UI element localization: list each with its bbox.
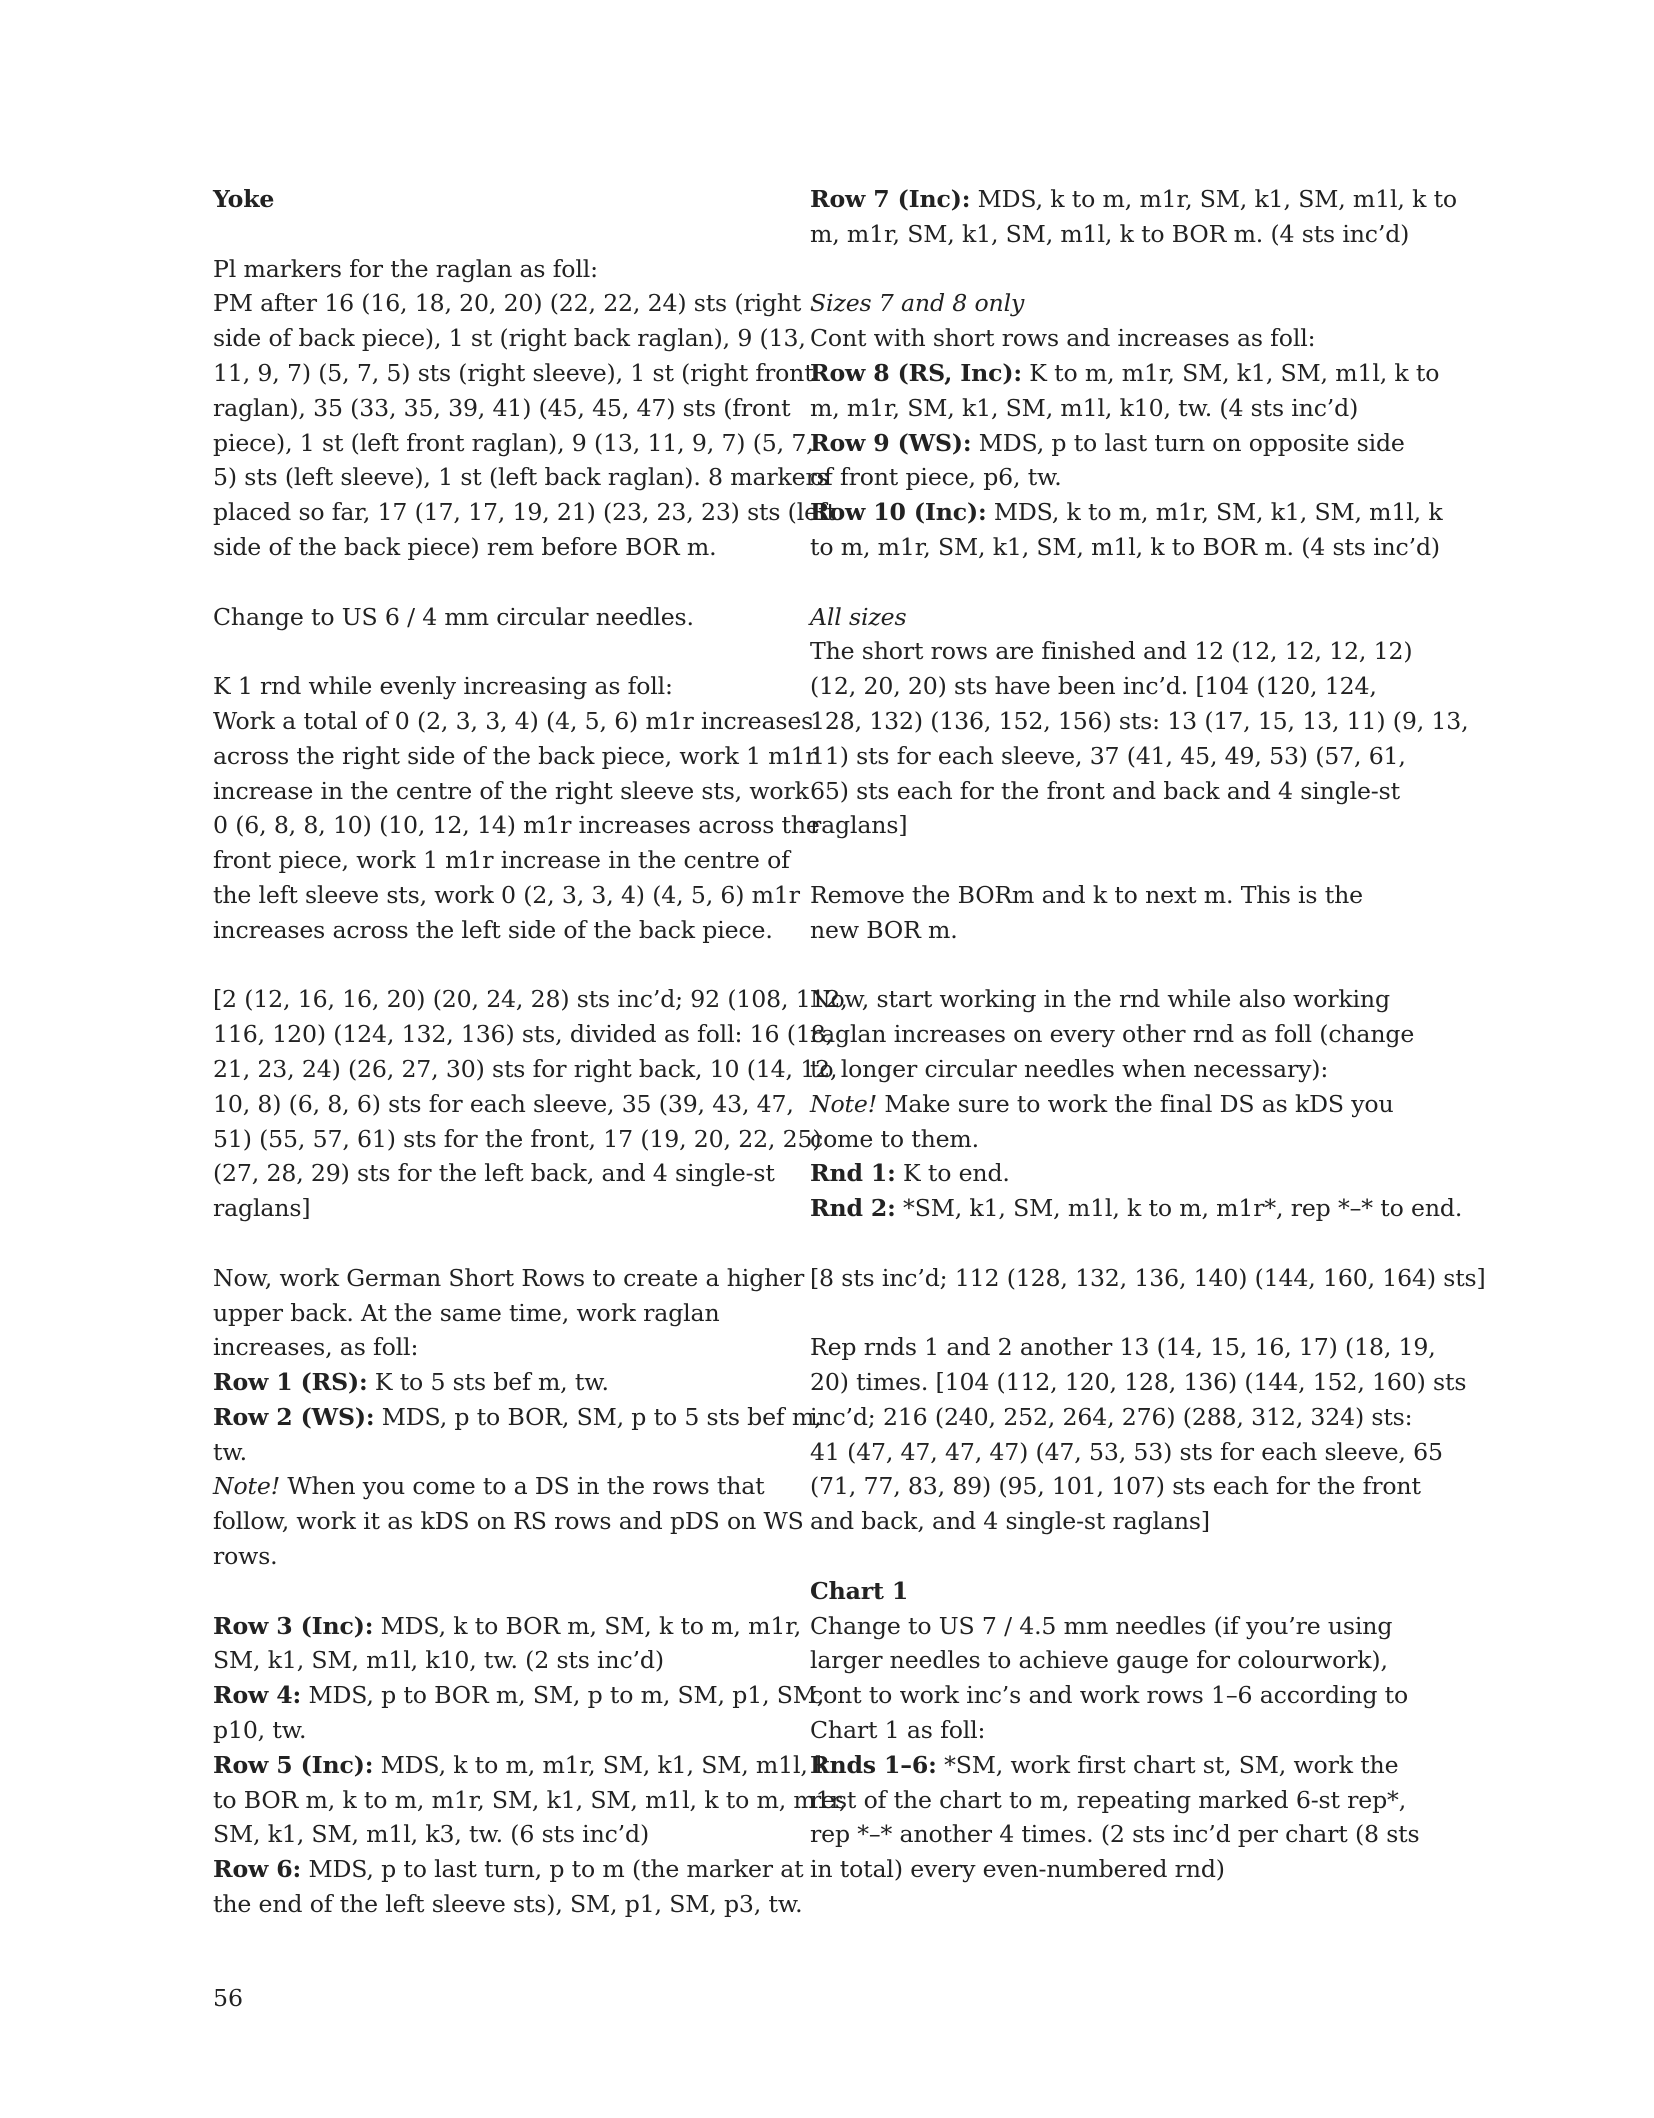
text-line: to BOR m, k to m, m1r, SM, k1, SM, m1l, k to m, m1r, — [213, 1785, 847, 1814]
text-line: raglan increases on every other rnd as foll (change — [810, 1020, 1415, 1049]
row-label: Rnds 1–6: — [810, 1750, 937, 1779]
text-line: new BOR m. — [810, 915, 958, 944]
row-7-instruction — [810, 182, 1457, 217]
text-line: follow, work it as kDS on RS rows and pDS on WS — [213, 1507, 804, 1536]
text-line: upper back. At the same time, work raglan — [213, 1298, 720, 1327]
all-sizes-paragraph — [810, 600, 1469, 844]
row-label: Row 9 (WS): — [810, 428, 972, 457]
row-text: MDS, k to m, m1r, SM, k1, SM, m1l, k to — [970, 185, 1457, 213]
text-line: placed so far, 17 (17, 17, 19, 21) (23, 23, 23) sts (left — [213, 498, 836, 527]
subheading: Sizes 7 and 8 only — [810, 289, 1025, 318]
text-line: rest of the chart to m, repeating marked 6-st rep*, — [810, 1785, 1407, 1814]
text-line: m, m1r, SM, k1, SM, m1l, k10, tw. (4 sts inc’d) — [810, 393, 1359, 422]
increase-round-paragraph — [213, 669, 820, 947]
text-line: Now, work German Short Rows to create a higher — [213, 1263, 805, 1292]
row-label: Row 4: — [213, 1681, 302, 1710]
row-text: MDS, k to BOR m, SM, k to m, m1r, — [373, 1611, 802, 1640]
note-label: Note! — [213, 1472, 281, 1501]
text-line: 41 (47, 47, 47, 47) (47, 53, 53) sts for each sleeve, 65 — [810, 1437, 1443, 1466]
row-5-instruction — [213, 1748, 830, 1783]
row-text: MDS, p to BOR, SM, p to 5 sts bef m, — [374, 1402, 822, 1431]
row-text: MDS, p to BOR m, SM, p to m, SM, p1, SM, — [301, 1681, 825, 1710]
text-line: side of the back piece) rem before BOR m. — [213, 532, 717, 561]
text-line: 0 (6, 8, 8, 10) (10, 12, 14) m1r increases across the — [213, 811, 820, 840]
row-8-instruction — [810, 356, 1440, 391]
text-line: [8 sts inc’d; 112 (128, 132, 136, 140) (144, 160, 164) sts] — [810, 1263, 1486, 1292]
note-line — [213, 1469, 765, 1504]
text-line: Chart 1 as foll: — [810, 1716, 986, 1745]
row-label: Row 8 (RS, Inc): — [810, 358, 1022, 387]
row-4-instruction — [213, 1678, 825, 1713]
right-column — [810, 182, 1486, 1887]
row-text: K to end. — [895, 1159, 1010, 1188]
row-label: Row 10 (Inc): — [810, 498, 987, 527]
rows-3-6-paragraph — [213, 1609, 847, 1922]
text-line: Rep rnds 1 and 2 another 13 (14, 15, 16, 17) (18, 19, — [810, 1333, 1436, 1362]
note-text: Make sure to work the final DS as kDS you — [877, 1089, 1394, 1118]
page-number: 56 — [213, 1984, 244, 2012]
text-line: [2 (12, 16, 16, 20) (20, 24, 28) sts inc’d; 92 (108, 112, — [213, 985, 848, 1014]
sizes-7-8-paragraph — [810, 286, 1443, 564]
text-line: rows. — [213, 1542, 278, 1571]
text-line: in total) every even-numbered rnd) — [810, 1855, 1225, 1884]
left-column — [213, 182, 848, 1922]
text-line: rep *–* another 4 times. (2 sts inc’d per chart (8 sts — [810, 1820, 1420, 1849]
text-line: cont to work inc’s and work rows 1–6 according to — [810, 1681, 1409, 1710]
note-line — [810, 1087, 1394, 1122]
text-line: raglans] — [810, 811, 908, 840]
text-line: Remove the BORm and k to next m. This is the — [810, 880, 1363, 909]
row-label: Row 1 (RS): — [213, 1368, 368, 1397]
row-text: MDS, k to m, m1r, SM, k1, SM, m1l, k — [986, 498, 1443, 527]
row-label: Row 6: — [213, 1855, 302, 1884]
row-text: MDS, p to last turn, p to m (the marker at — [301, 1855, 804, 1884]
row-label: Row 7 (Inc): — [810, 185, 971, 213]
text-line: larger needles to achieve gauge for colourwork), — [810, 1646, 1388, 1675]
text-line: p10, tw. — [213, 1716, 307, 1745]
subheading: Chart 1 — [810, 1576, 909, 1605]
text-line: to m, m1r, SM, k1, SM, m1l, k to BOR m. (4 sts inc’d) — [810, 532, 1440, 561]
text-line: Work a total of 0 (2, 3, 3, 4) (4, 5, 6) m1r increases — [213, 706, 814, 735]
row-9-instruction — [810, 426, 1405, 461]
in-the-round-paragraph — [810, 982, 1463, 1226]
text-line: and back, and 4 single-st raglans] — [810, 1507, 1210, 1536]
text-line: Change to US 6 / 4 mm circular needles. — [213, 602, 694, 631]
row-text: MDS, k to m, m1r, SM, k1, SM, m1l, k — [373, 1750, 830, 1779]
text-line: The short rows are finished and 12 (12, 12, 12, 12) — [810, 637, 1413, 666]
row-text: K to m, m1r, SM, k1, SM, m1l, k to — [1021, 358, 1440, 387]
text-line: side of back piece), 1 st (right back raglan), 9 (13, — [213, 324, 806, 353]
text-line: 5) sts (left sleeve), 1 st (left back raglan). 8 markers — [213, 463, 829, 492]
note-text: When you come to a DS in the rows that — [280, 1472, 765, 1501]
text-line: increases across the left side of the back piece. — [213, 915, 773, 944]
text-line: come to them. — [810, 1124, 980, 1153]
row-label: Row 3 (Inc): — [213, 1611, 374, 1640]
rnds-1-6-instruction — [810, 1748, 1399, 1783]
text-line: front piece, work 1 m1r increase in the centre of — [213, 846, 790, 875]
text-line: 65) sts each for the front and back and 4 single-st — [810, 776, 1400, 805]
repeat-paragraph — [810, 1330, 1467, 1539]
yoke-heading-block — [213, 182, 753, 217]
row-text: *SM, work first chart st, SM, work the — [936, 1750, 1399, 1779]
text-line: (71, 77, 83, 89) (95, 101, 107) sts each for the front — [810, 1472, 1421, 1501]
row-text: *SM, k1, SM, m1l, k to m, m1r*, rep *–* to end. — [895, 1194, 1463, 1223]
subheading: All sizes — [810, 602, 907, 631]
row-label: Rnd 1: — [810, 1159, 896, 1188]
row-1-instruction — [213, 1365, 753, 1400]
text-line: raglan), 35 (33, 35, 39, 41) (45, 45, 47) sts (front — [213, 393, 791, 422]
text-line: tw. — [213, 1437, 247, 1466]
text-line: raglans] — [213, 1194, 311, 1223]
text-line: the left sleeve sts, work 0 (2, 3, 3, 4) (4, 5, 6) m1r — [213, 880, 800, 909]
text-line: m, m1r, SM, k1, SM, m1l, k to BOR m. (4 sts inc’d) — [810, 219, 1410, 248]
rnd-2-instruction — [810, 1191, 1463, 1226]
text-line: 128, 132) (136, 152, 156) sts: 13 (17, 15, 13, 11) (9, 13, — [810, 706, 1469, 735]
text-line: of front piece, p6, tw. — [810, 463, 1062, 492]
row-label: Row 2 (WS): — [213, 1402, 375, 1431]
text-line: to longer circular needles when necessary): — [810, 1054, 1329, 1083]
row-text: K to 5 sts bef m, tw. — [367, 1368, 609, 1397]
text-line: Pl markers for the raglan as foll: — [213, 254, 598, 283]
marker-placement-paragraph — [213, 252, 836, 565]
text-line: 20) times. [104 (112, 120, 128, 136) (144, 152, 160) sts — [810, 1368, 1467, 1397]
text-line: increases, as foll: — [213, 1333, 419, 1362]
text-line: Change to US 7 / 4.5 mm needles (if you’re using — [810, 1611, 1393, 1640]
row-label: Row 5 (Inc): — [213, 1750, 374, 1779]
row-10-instruction — [810, 495, 1443, 530]
text-line: 51) (55, 57, 61) sts for the front, 17 (19, 20, 22, 25) — [213, 1124, 822, 1153]
text-line: (12, 20, 20) sts have been inc’d. [104 (120, 124, — [810, 672, 1377, 701]
needle-change-paragraph — [213, 600, 753, 635]
text-line: Cont with short rows and increases as foll: — [810, 324, 1316, 353]
rnd-1-instruction — [810, 1156, 1355, 1191]
text-line: 116, 120) (124, 132, 136) sts, divided as foll: 16 (18, — [213, 1020, 833, 1049]
text-line: SM, k1, SM, m1l, k3, tw. (6 sts inc’d) — [213, 1820, 650, 1849]
increase-summary-paragraph — [810, 1261, 1486, 1296]
text-line: increase in the centre of the right sleeve sts, work — [213, 776, 809, 805]
row-3-instruction — [213, 1609, 802, 1644]
chart-1-paragraph — [810, 1574, 1420, 1887]
short-rows-paragraph — [213, 1261, 822, 1574]
text-line: K 1 rnd while evenly increasing as foll: — [213, 672, 673, 701]
text-line: 11, 9, 7) (5, 7, 5) sts (right sleeve), 1 st (right front — [213, 358, 814, 387]
note-label: Note! — [810, 1089, 878, 1118]
text-line: Now, start working in the rnd while also working — [810, 985, 1390, 1014]
text-line: SM, k1, SM, m1l, k10, tw. (2 sts inc’d) — [213, 1646, 664, 1675]
text-line: inc’d; 216 (240, 252, 264, 276) (288, 312, 324) sts: — [810, 1402, 1413, 1431]
text-line: 10, 8) (6, 8, 6) sts for each sleeve, 35 (39, 43, 47, — [213, 1089, 794, 1118]
text-line: the end of the left sleeve sts), SM, p1, SM, p3, tw. — [213, 1890, 803, 1919]
text-line: across the right side of the back piece, work 1 m1r — [213, 741, 817, 770]
remove-marker-paragraph — [810, 878, 1363, 948]
text-line: 21, 23, 24) (26, 27, 30) sts for right back, 10 (14, 12, — [213, 1054, 838, 1083]
row-7-paragraph — [810, 182, 1457, 252]
row-text: MDS, p to last turn on opposite side — [971, 428, 1405, 457]
text-line: (27, 28, 29) sts for the left back, and 4 single-st — [213, 1159, 775, 1188]
row-6-instruction — [213, 1852, 804, 1887]
text-line: PM after 16 (16, 18, 20, 20) (22, 22, 24) sts (right — [213, 289, 802, 318]
row-2-instruction — [213, 1400, 822, 1435]
row-label: Rnd 2: — [810, 1194, 896, 1223]
text-line: piece), 1 st (left front raglan), 9 (13, 11, 9, 7) (5, 7, — [213, 428, 814, 457]
section-heading: Yoke — [213, 185, 275, 213]
text-line: 11) sts for each sleeve, 37 (41, 45, 49, 53) (57, 61, — [810, 741, 1406, 770]
